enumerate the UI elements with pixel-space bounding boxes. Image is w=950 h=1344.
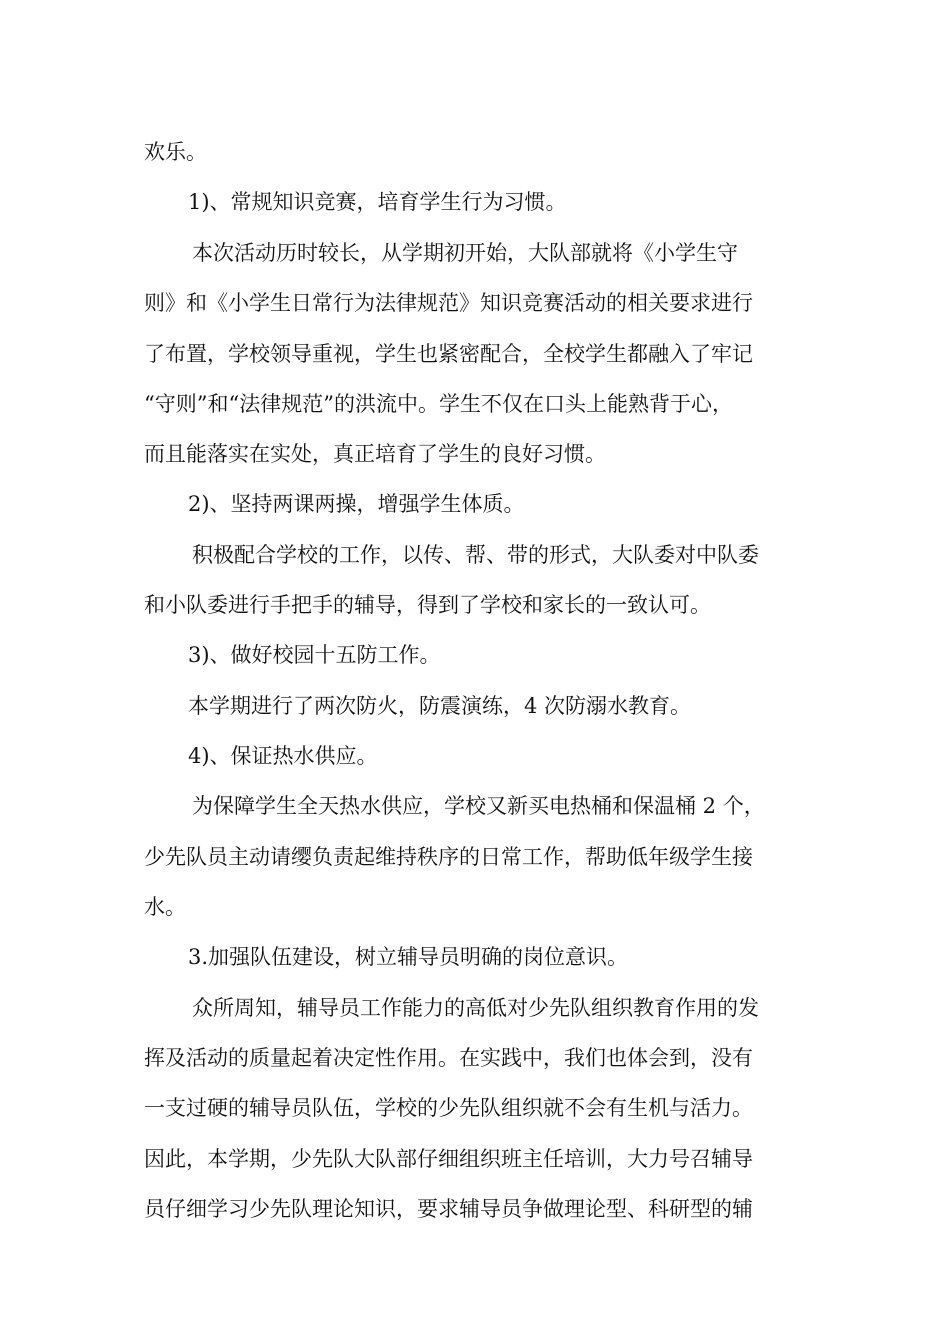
paragraph-line: 一支过硬的辅导员队伍，学校的少先队组织就不会有生机与活力。 <box>144 1096 753 1120</box>
paragraph-line: 和小队委进行手把手的辅导，得到了学校和家长的一致认可。 <box>144 593 711 617</box>
paragraph-line: 本学期进行了两次防火，防震演练，4 次防溺水教育。 <box>188 694 692 718</box>
text-line: 欢乐。 <box>144 140 207 164</box>
paragraph-line: 为保障学生全天热水供应，学校又新买电热桶和保温桶 2 个， <box>192 794 765 818</box>
paragraph-line: 本次活动历时较长，从学期初开始，大队部就将《小学生守 <box>192 241 738 265</box>
section-heading: 3)、做好校园十五防工作。 <box>188 643 441 667</box>
section-heading: 3.加强队伍建设，树立辅导员明确的岗位意识。 <box>188 945 629 969</box>
paragraph-line: 挥及活动的质量起着决定性作用。在实践中，我们也体会到，没有 <box>144 1046 753 1070</box>
section-heading: 1)、常规知识竞赛，培育学生行为习惯。 <box>188 190 567 214</box>
section-heading: 4)、保证热水供应。 <box>188 744 378 768</box>
paragraph-line: 了布置，学校领导重视，学生也紧密配合，全校学生都融入了牢记 <box>144 342 753 366</box>
paragraph-line: 则》和《小学生日常行为法律规范》知识竞赛活动的相关要求进行 <box>144 291 753 315</box>
paragraph-line: “守则”和“法律规范”的洪流中。学生不仅在口头上能熟背于心， <box>144 392 733 416</box>
paragraph-line: 而且能落实在实处，真正培育了学生的良好习惯。 <box>144 442 606 466</box>
paragraph-line: 因此，本学期，少先队大队部仔细组织班主任培训，大力号召辅导 <box>144 1147 753 1171</box>
section-heading: 2)、坚持两课两操，增强学生体质。 <box>188 492 525 516</box>
paragraph-line: 员仔细学习少先队理论知识，要求辅导员争做理论型、科研型的辅 <box>144 1197 753 1221</box>
paragraph-line: 众所周知，辅导员工作能力的高低对少先队组织教育作用的发 <box>192 996 759 1020</box>
paragraph-line: 少先队员主动请缨负责起维持秩序的日常工作，帮助低年级学生接 <box>144 845 753 869</box>
paragraph-line: 积极配合学校的工作，以传、帮、带的形式，大队委对中队委 <box>192 543 759 567</box>
paragraph-line: 水。 <box>144 895 186 919</box>
